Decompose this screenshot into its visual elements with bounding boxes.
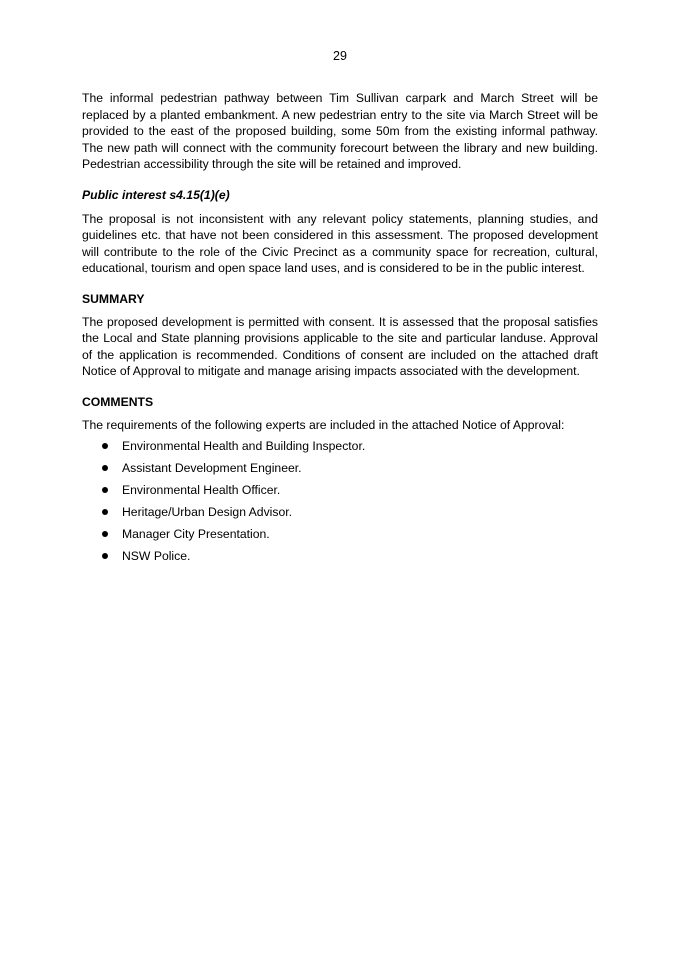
bullet-icon	[102, 531, 108, 537]
list-item	[82, 482, 598, 504]
public-interest-heading: Public interest s4.15(1)(e)	[82, 187, 230, 202]
comments-intro: The requirements of the following experts are included in the attached Notice of Approval:	[82, 417, 565, 432]
list-item-text: NSW Police.	[122, 549, 191, 564]
list-item	[82, 438, 598, 460]
list-item-text: Environmental Health Officer.	[122, 483, 281, 498]
bullet-icon	[102, 443, 108, 449]
list-item	[82, 460, 598, 482]
list-item	[82, 526, 598, 548]
experts-list	[82, 438, 598, 570]
bullet-icon	[102, 509, 108, 515]
summary-paragraph: The proposed development is permitted with consent. It is assessed that the proposal satisfies the Local and State planning provisions applicable to the site and particular landuse. Approval of the application is recommended. Conditions of consent are included on the attached draft Notice of Approval to mitigate and manage arising impacts associated with the development.	[82, 314, 598, 379]
bullet-icon	[102, 465, 108, 471]
list-item-text: Manager City Presentation.	[122, 527, 270, 542]
page-number: 29	[333, 49, 347, 63]
bullet-icon	[102, 553, 108, 559]
pathway-paragraph: The informal pedestrian pathway between Tim Sullivan carpark and March Street will be replaced by a planted embankment. A new pedestrian entry to the site via March Street will be provided to the east of the proposed building, some 50m from the existing informal pathway. The new path will connect with the community forecourt between the library and new building. Pedestrian accessibility through the site will be retained and improved.	[82, 91, 598, 172]
list-item	[82, 548, 598, 570]
comments-heading: COMMENTS	[82, 394, 154, 409]
summary-heading: SUMMARY	[82, 291, 145, 306]
page-content	[82, 90, 598, 570]
list-item-text: Heritage/Urban Design Advisor.	[122, 505, 293, 520]
list-item-text: Environmental Health and Building Inspector.	[122, 439, 366, 454]
list-item	[82, 504, 598, 526]
bullet-icon	[102, 487, 108, 493]
list-item-text: Assistant Development Engineer.	[122, 461, 302, 476]
public-interest-paragraph: The proposal is not inconsistent with any relevant policy statements, planning studies, and guidelines etc. that have not been considered in this assessment. The proposed development will contribute to the role of the Civic Precinct as a community space for recreation, cultural, educational, tourism and open space land uses, and is considered to be in the public interest.	[82, 211, 598, 276]
